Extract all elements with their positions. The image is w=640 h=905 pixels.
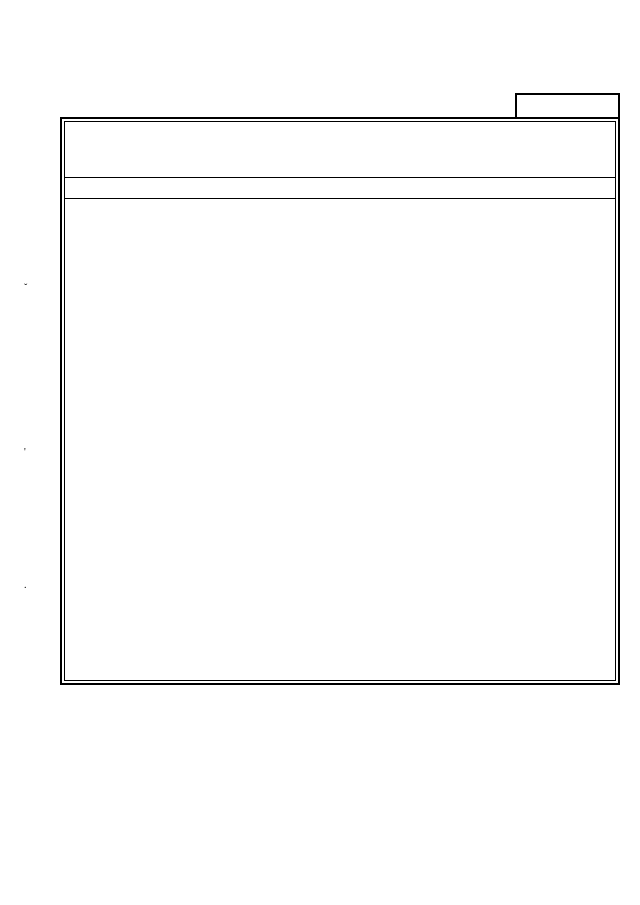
margin-mark: . [24,580,27,591]
margin-mark: ˇ [24,283,28,294]
document-header [65,122,615,178]
margin-mark: ' [24,447,26,458]
document-title [65,122,615,123]
form-inner [64,121,616,681]
section-title [65,178,615,199]
form-frame [60,117,620,685]
sheet-number [515,93,620,117]
